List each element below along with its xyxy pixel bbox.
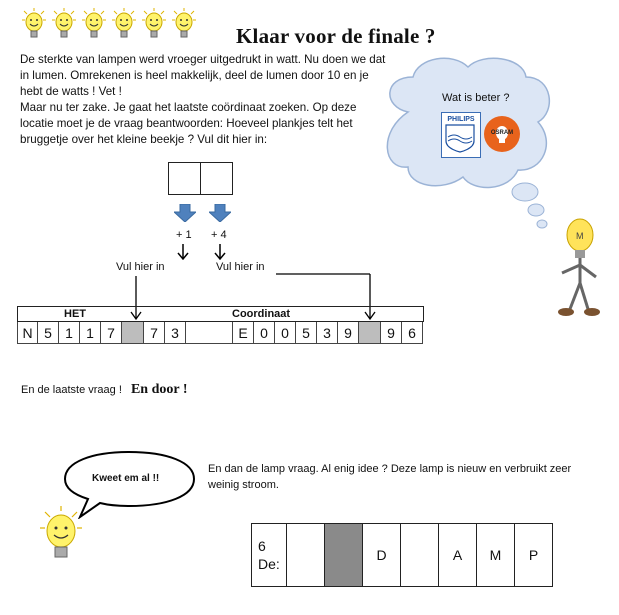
arrow-down-icon <box>177 244 189 260</box>
lightbulb-icon <box>22 8 46 40</box>
offset-label-2: + 4 <box>211 229 227 241</box>
philips-logo <box>441 112 481 158</box>
coord-cell: 7 <box>100 322 122 344</box>
lamp-question: En dan de lamp vraag. Al enig idee ? Deze lamp is nieuw en verbruikt zeer weinig stroom. <box>208 463 572 491</box>
bulb-character-illustration <box>548 213 604 319</box>
last-question-emphasis: En door ! <box>130 382 188 397</box>
coordinate-header <box>17 306 424 322</box>
lightbulb-icon <box>172 8 196 40</box>
last-question-label: En de laatste vraag ! <box>21 384 122 396</box>
coord-cell-blank[interactable] <box>358 322 381 344</box>
arrow-down-icon <box>209 204 231 222</box>
coord-cell: 9 <box>337 322 359 344</box>
lightbulb-icon <box>112 8 136 40</box>
coord-cell: 1 <box>58 322 80 344</box>
osram-label: OSRAM <box>490 130 514 136</box>
lightbulb-icon <box>82 8 106 40</box>
intro-paragraph-1: De sterkte van lampen werd vroeger uitgedrukt in watt. Nu doen we dat in lumen. Omrekenen is heel makkelijk, deel de lumen door 10 en je hebt de watts ! Vet ! <box>20 53 386 98</box>
coord-cell: 0 <box>274 322 296 344</box>
intro-text <box>20 52 390 148</box>
answer-box-1[interactable] <box>168 162 201 195</box>
coordinate-row <box>17 322 424 344</box>
lamp-cell-blank[interactable] <box>324 523 363 587</box>
lightbulb-icon <box>142 8 166 40</box>
lamp-cell: P <box>514 523 553 587</box>
answer-box-2[interactable] <box>200 162 233 195</box>
coord-cell: N <box>17 322 38 344</box>
coord-cell: 3 <box>316 322 338 344</box>
coord-cell: E <box>232 322 254 344</box>
lamp-table-first-cell <box>251 523 287 587</box>
coord-cell: 1 <box>79 322 101 344</box>
arrow-down-icon <box>174 204 196 222</box>
coord-cell: 7 <box>143 322 165 344</box>
coord-cell: 3 <box>164 322 186 344</box>
offset-label-1: + 1 <box>176 229 192 241</box>
speech-bubble <box>62 449 198 519</box>
coord-cell: 9 <box>380 322 402 344</box>
intro-paragraph-2: Maar nu ter zake. Je gaat het laatste coördinaat zoeken. Op deze locatie moet je de vraag beantwoorden: Hoeveel plankjes telt het bruggetje over het kleine beekje ? Vul dit hier in: <box>20 101 357 146</box>
thought-bubble-text: Wat is beter ? <box>442 92 510 104</box>
lamp-table-number: 6 <box>258 538 266 554</box>
lamp-cell: D <box>362 523 401 587</box>
coordinate-header-left: HET <box>64 308 86 320</box>
last-question <box>21 382 188 398</box>
lamp-answer-table <box>251 523 553 587</box>
lamp-cell[interactable] <box>286 523 325 587</box>
lightbulb-icon <box>40 506 82 566</box>
fill-label-1: Vul hier in <box>116 261 165 273</box>
lightbulb-icon <box>52 8 76 40</box>
lamp-cell: A <box>438 523 477 587</box>
lamp-cell[interactable] <box>400 523 439 587</box>
coordinate-header-right: Coordinaat <box>232 308 291 320</box>
philips-shield-icon <box>442 123 478 153</box>
speech-bubble-text: Kweet em al !! <box>92 473 160 484</box>
decorative-bulbs <box>22 8 196 40</box>
lamp-cell: M <box>476 523 515 587</box>
coord-cell-spacer <box>185 322 233 344</box>
coord-cell: 0 <box>253 322 275 344</box>
philips-label: PHILIPS <box>447 116 475 123</box>
page-title: Klaar voor de finale ? <box>236 24 436 48</box>
svg-text:M: M <box>576 231 584 241</box>
coord-cell-blank[interactable] <box>121 322 144 344</box>
coordinate-grid <box>17 306 424 344</box>
lamp-table-prefix: De: <box>258 556 280 572</box>
coord-cell: 6 <box>401 322 423 344</box>
osram-logo <box>484 116 520 152</box>
coord-cell: 5 <box>37 322 59 344</box>
arrow-down-icon <box>214 244 226 260</box>
fill-label-2: Vul hier in <box>216 261 265 273</box>
coord-cell: 5 <box>295 322 317 344</box>
